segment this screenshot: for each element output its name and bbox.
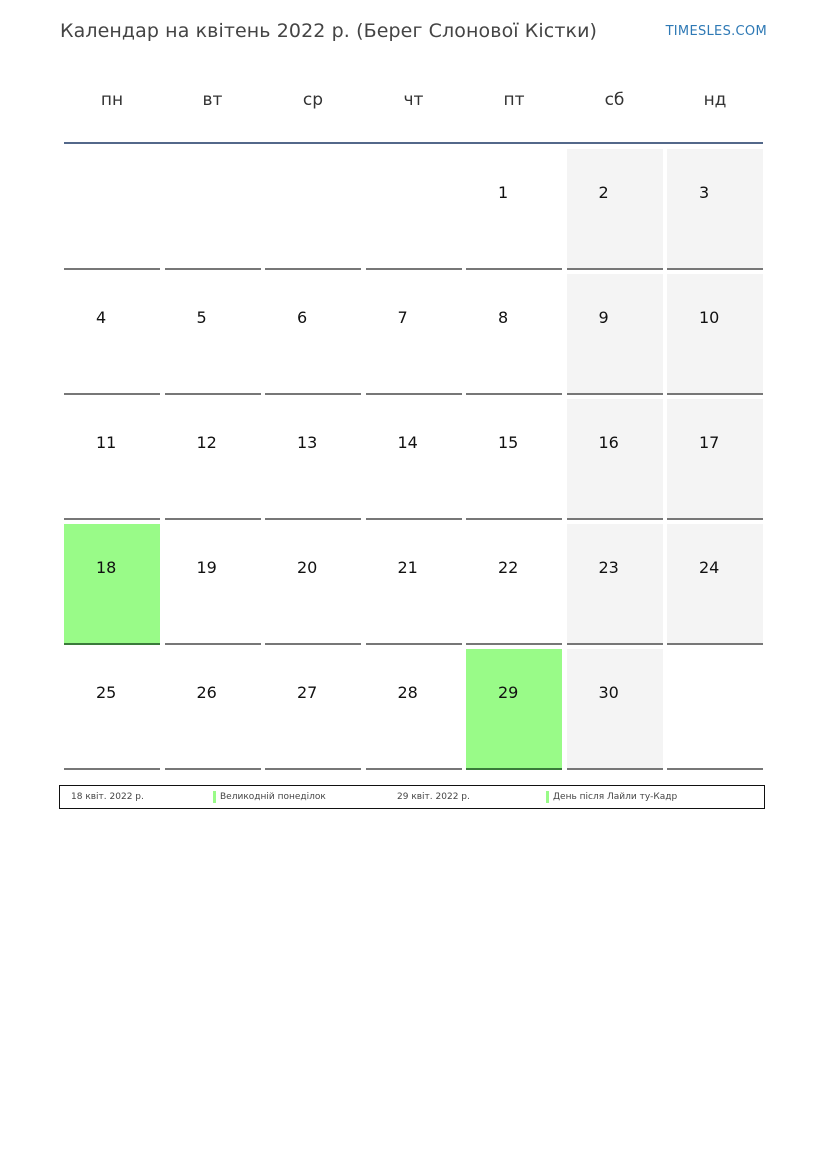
day-cell [165,149,261,270]
day-number: 6 [297,308,308,327]
day-number: 19 [196,558,217,577]
day-number: 18 [96,558,117,577]
weekday-sat: сб [604,90,625,110]
day-cell [265,274,361,395]
day-number: 1 [498,183,509,202]
legend-holiday-label: Великодній понеділок [220,792,326,802]
calendar-grid [64,149,763,770]
day-cell-weekend [567,399,663,520]
day-cell [366,149,462,270]
legend-date: 29 квіт. 2022 р. [397,792,470,802]
day-cell [366,399,462,520]
day-number: 10 [699,308,720,327]
day-cell [265,524,361,645]
day-number: 27 [297,683,318,702]
day-cell-weekend [567,524,663,645]
day-cell [64,274,160,395]
day-cell-weekend [567,149,663,270]
day-cell-weekend [667,524,763,645]
day-number: 26 [196,683,217,702]
day-cell-empty [667,649,763,770]
weekday-sun: нд [703,90,727,110]
brand-link[interactable]: TIMESLES.COM [665,24,767,39]
weekday-thu: чт [403,90,424,110]
day-number: 23 [598,558,619,577]
day-number: 21 [397,558,418,577]
day-cell-holiday [64,524,160,645]
day-cell [165,274,261,395]
weekday-fri: пт [503,90,525,110]
legend-holiday-label: День після Лайли ту-Кадр [553,792,678,802]
day-cell-weekend [667,274,763,395]
day-number: 15 [498,433,519,452]
holiday-color-marker [213,791,216,803]
day-cell-weekend [567,274,663,395]
day-number: 13 [297,433,318,452]
weekday-mon: пн [100,90,124,110]
weekday-tue: вт [202,90,223,110]
day-number: 29 [498,683,519,702]
day-cell [265,149,361,270]
day-cell-weekend [667,149,763,270]
day-cell [265,399,361,520]
day-number: 28 [397,683,418,702]
day-number: 8 [498,308,509,327]
day-number: 22 [498,558,519,577]
legend-holiday-name [546,792,677,802]
day-cell [265,649,361,770]
day-number: 5 [196,308,207,327]
weekday-wed: ср [302,90,324,110]
day-cell [366,524,462,645]
day-cell-weekend [567,649,663,770]
day-number: 25 [96,683,117,702]
day-number: 2 [598,183,609,202]
day-number: 16 [598,433,619,452]
day-cell [165,649,261,770]
day-number: 4 [96,308,107,327]
day-cell [466,149,562,270]
weekday-header [64,90,763,120]
day-number: 12 [196,433,217,452]
day-cell [64,649,160,770]
day-cell [64,149,160,270]
header-divider [64,142,763,144]
page-title: Календар на квітень 2022 р. (Берег Слонової Кістки) [60,20,598,42]
day-cell-holiday [466,649,562,770]
day-number: 9 [598,308,609,327]
day-number: 30 [598,683,619,702]
day-cell [466,274,562,395]
day-number: 14 [397,433,418,452]
day-number: 11 [96,433,117,452]
day-number: 3 [699,183,710,202]
day-number: 20 [297,558,318,577]
day-cell [165,399,261,520]
holiday-color-marker [546,791,549,803]
day-number: 7 [397,308,408,327]
day-cell [366,274,462,395]
legend-date: 18 квіт. 2022 р. [71,792,144,802]
holiday-legend [59,785,765,809]
day-number: 17 [699,433,720,452]
legend-holiday-name [213,792,326,802]
day-cell-weekend [667,399,763,520]
day-cell [466,399,562,520]
day-cell [466,524,562,645]
day-number: 24 [699,558,720,577]
day-cell [64,399,160,520]
day-cell [165,524,261,645]
day-cell [366,649,462,770]
